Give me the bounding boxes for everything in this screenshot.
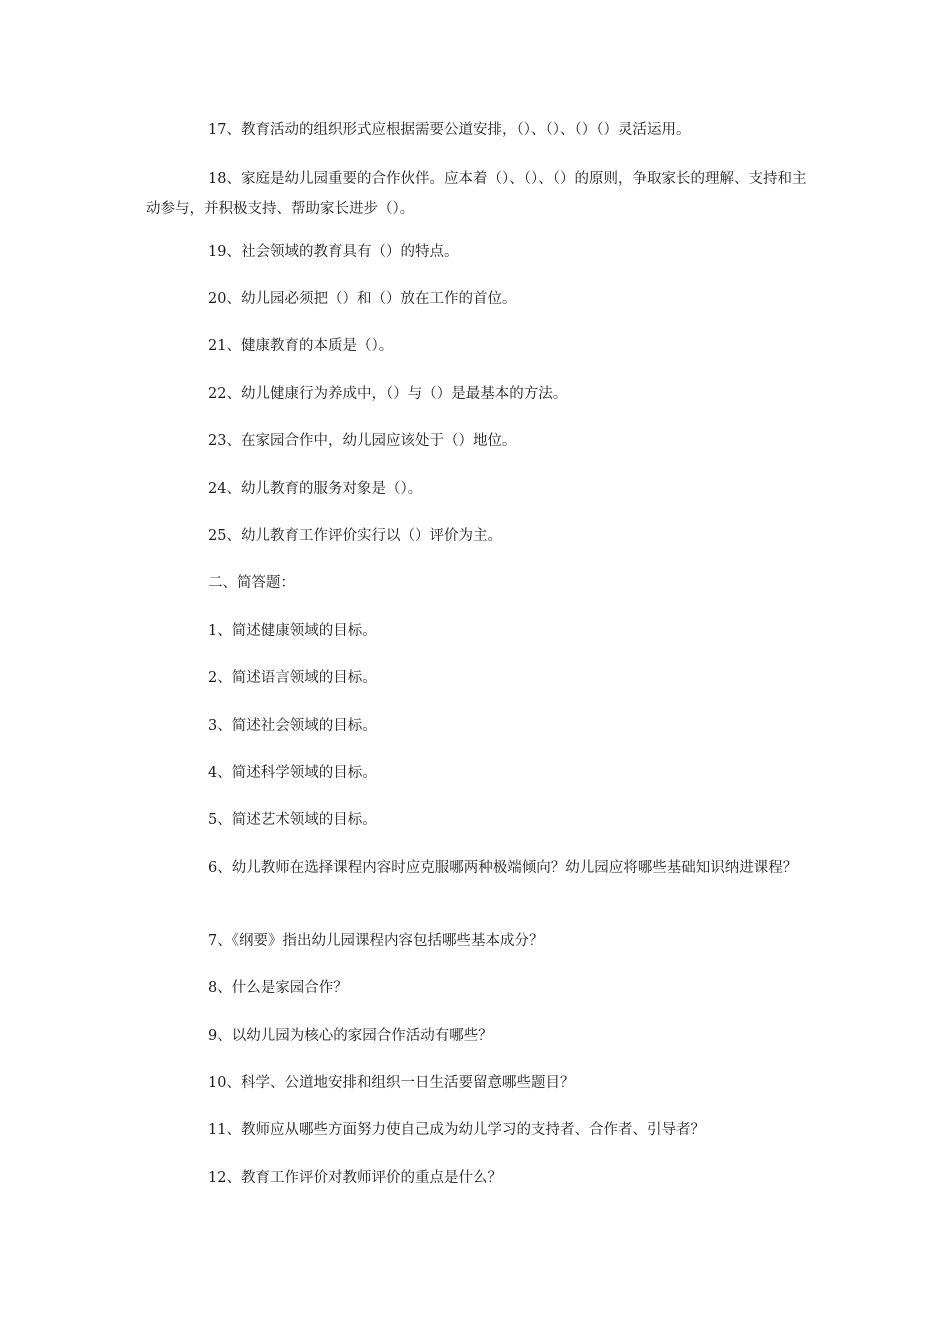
section-heading-short-answer: 二、简答题： — [208, 575, 295, 591]
short-answer-question-9: 9、以幼儿园为核心的家园合作活动有哪些？ — [208, 1028, 493, 1044]
fill-blank-question-19: 19、社会领域的教育具有（）的特点。 — [208, 244, 459, 260]
fill-blank-question-23: 23、在家园合作中，幼儿园应该处于（）地位。 — [208, 433, 517, 449]
short-answer-question-4: 4、简述科学领域的目标。 — [208, 765, 377, 781]
short-answer-question-6: 6、幼儿教师在选择课程内容时应克服哪两种极端倾向？幼儿园应将哪些基础知识纳进课程？ — [208, 860, 798, 876]
short-answer-question-7: 7、《纲要》指出幼儿园课程内容包括哪些基本成分？ — [208, 933, 544, 949]
short-answer-question-8: 8、什么是家园合作？ — [208, 980, 348, 996]
fill-blank-question-25: 25、幼儿教育工作评价实行以（）评价为主。 — [208, 528, 502, 544]
short-answer-question-10: 10、科学、公道地安排和组织一日生活要留意哪些题目？ — [208, 1075, 575, 1091]
fill-blank-question-20: 20、幼儿园必须把（）和（）放在工作的首位。 — [208, 291, 517, 307]
fill-blank-question-24: 24、幼儿教育的服务对象是（）。 — [208, 481, 423, 497]
fill-blank-question-17: 17、教育活动的组织形式应根据需要公道安排，（）、（）、（）（）灵活运用。 — [208, 122, 691, 138]
fill-blank-question-18: 18、家庭是幼儿园重要的合作伙伴。应本着（）、（）、（）的原则，争取家长的理解、支持和主动参与，并积极支持、帮助家长进步（）。 — [146, 171, 807, 217]
short-answer-question-3: 3、简述社会领域的目标。 — [208, 718, 377, 734]
short-answer-question-1: 1、简述健康领域的目标。 — [208, 623, 377, 639]
short-answer-question-2: 2、简述语言领域的目标。 — [208, 670, 377, 686]
short-answer-question-11: 11、教师应从哪些方面努力使自己成为幼儿学习的支持者、合作者、引导者？ — [208, 1122, 705, 1138]
fill-blank-question-22: 22、幼儿健康行为养成中，（）与（）是最基本的方法。 — [208, 386, 568, 402]
fill-blank-question-21: 21、健康教育的本质是（）。 — [208, 338, 394, 354]
short-answer-question-5: 5、简述艺术领域的目标。 — [208, 812, 377, 828]
short-answer-question-12: 12、教育工作评价对教师评价的重点是什么？ — [208, 1170, 502, 1186]
